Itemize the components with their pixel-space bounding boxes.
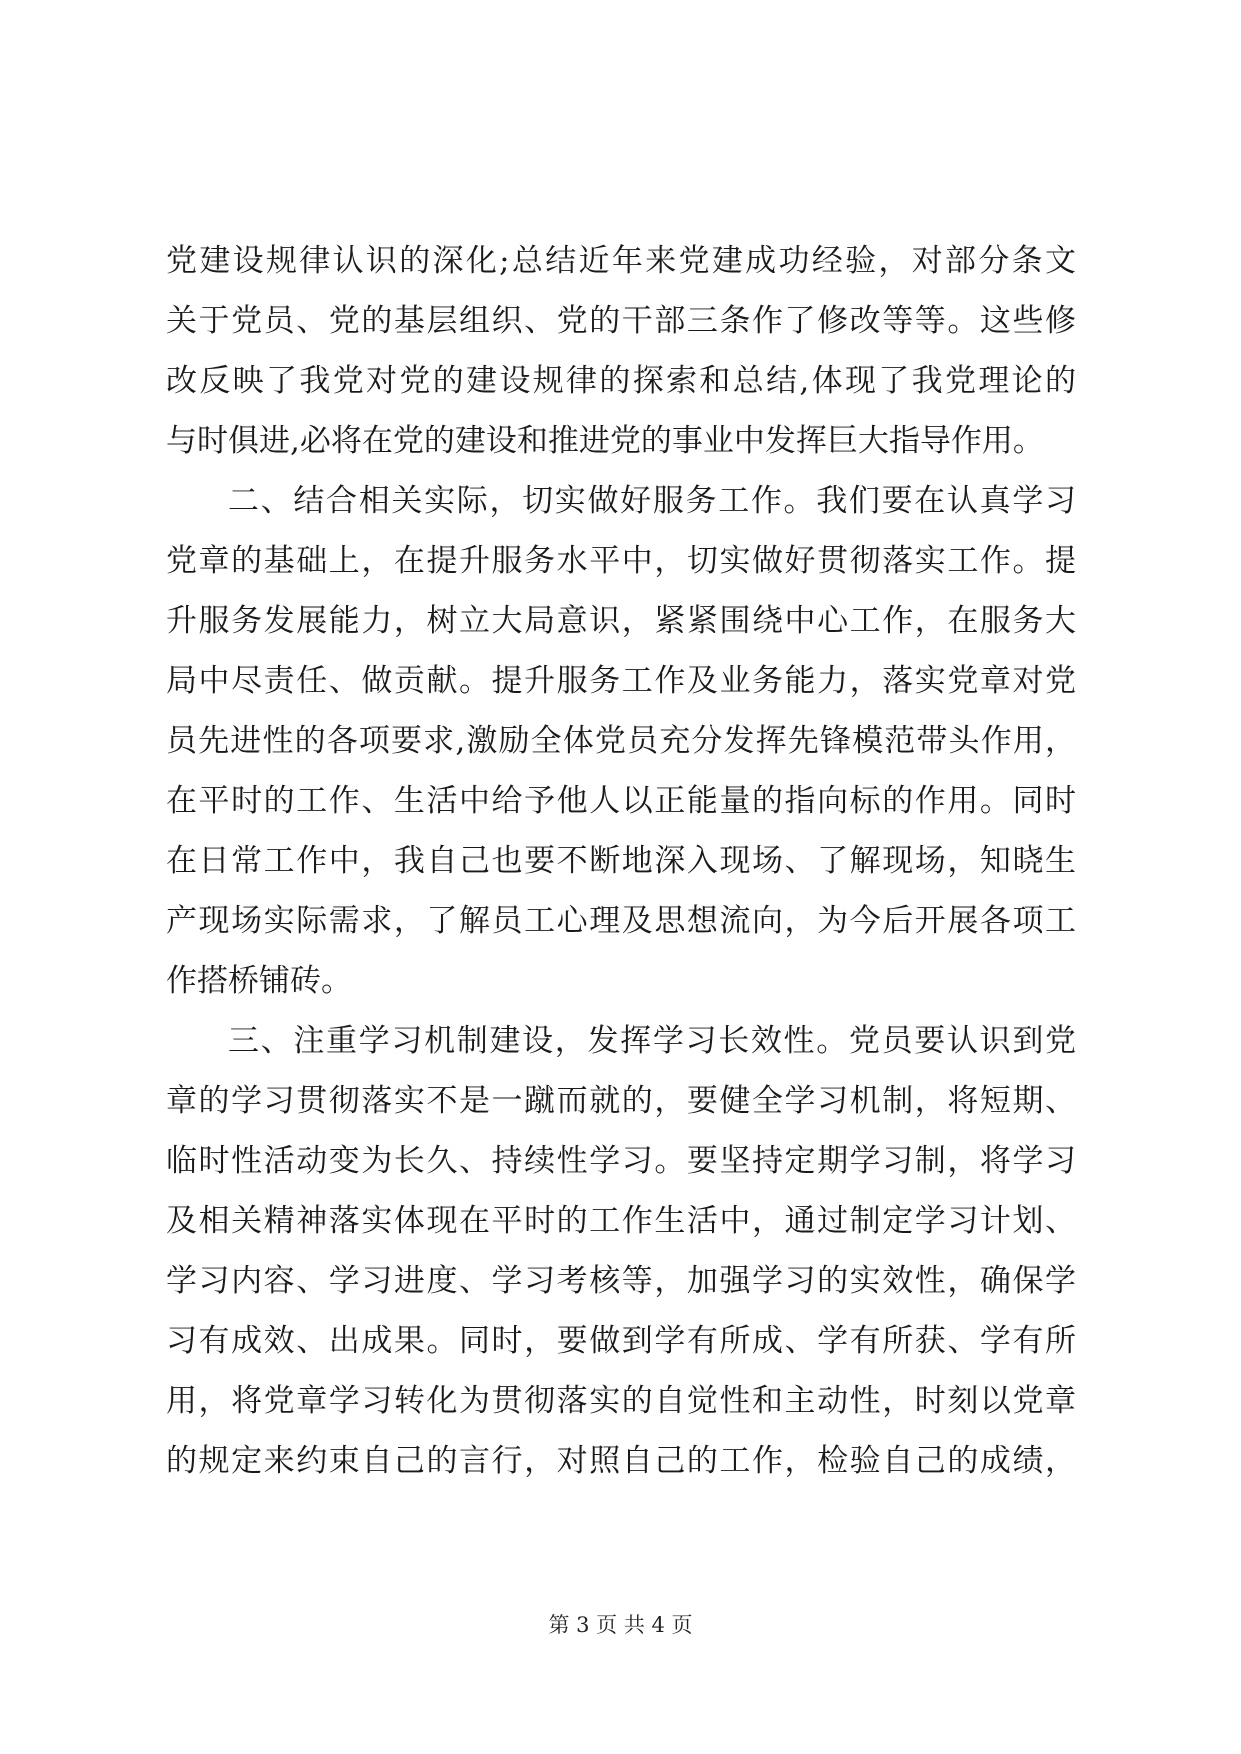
text-line: 升服务发展能力，树立大局意识，紧紧围绕中心工作，在服务大	[166, 603, 1076, 639]
body-text	[166, 231, 1076, 1491]
text-line: 作搭桥铺砖。	[166, 963, 352, 999]
text-line: 党章的基础上，在提升服务水平中，切实做好贯彻落实工作。提	[166, 543, 1076, 579]
text-line: 章的学习贯彻落实不是一蹴而就的，要健全学习机制，将短期、	[166, 1083, 1076, 1119]
text-line: 改反映了我党对党的建设规律的探索和总结,体现了我党理论的	[166, 363, 1076, 399]
text-line: 及相关精神落实体现在平时的工作生活中，通过制定学习计划、	[166, 1203, 1076, 1239]
text-line: 学习内容、学习进度、学习考核等，加强学习的实效性，确保学	[166, 1263, 1076, 1299]
text-line: 产现场实际需求，了解员工心理及思想流向，为今后开展各项工	[166, 903, 1076, 939]
text-line: 在日常工作中，我自己也要不断地深入现场、了解现场，知晓生	[166, 843, 1076, 879]
text-line: 与时俱进,必将在党的建设和推进党的事业中发挥巨大指导作用。	[166, 423, 1044, 459]
text-line: 用，将党章学习转化为贯彻落实的自觉性和主动性，时刻以党章	[166, 1383, 1076, 1419]
text-line: 临时性活动变为长久、持续性学习。要坚持定期学习制，将学习	[166, 1143, 1076, 1179]
text-line: 的规定来约束自己的言行，对照自己的工作，检验自己的成绩，	[166, 1443, 1076, 1479]
page-footer: 第 3 页 共 4 页	[548, 1613, 693, 1637]
text-line: 员先进性的各项要求,激励全体党员充分发挥先锋模范带头作用，	[166, 723, 1076, 759]
text-line: 局中尽责任、做贡献。提升服务工作及业务能力，落实党章对党	[166, 663, 1076, 699]
text-line: 在平时的工作、生活中给予他人以正能量的指向标的作用。同时	[166, 783, 1076, 819]
text-line: 习有成效、出成果。同时，要做到学有所成、学有所获、学有所	[166, 1323, 1076, 1359]
text-line: 二、结合相关实际，切实做好服务工作。我们要在认真学习	[228, 483, 1076, 519]
text-line: 三、注重学习机制建设，发挥学习长效性。党员要认识到党	[228, 1023, 1076, 1059]
text-line: 党建设规律认识的深化;总结近年来党建成功经验，对部分条文	[166, 243, 1076, 279]
text-line: 关于党员、党的基层组织、党的干部三条作了修改等等。这些修	[166, 303, 1076, 339]
